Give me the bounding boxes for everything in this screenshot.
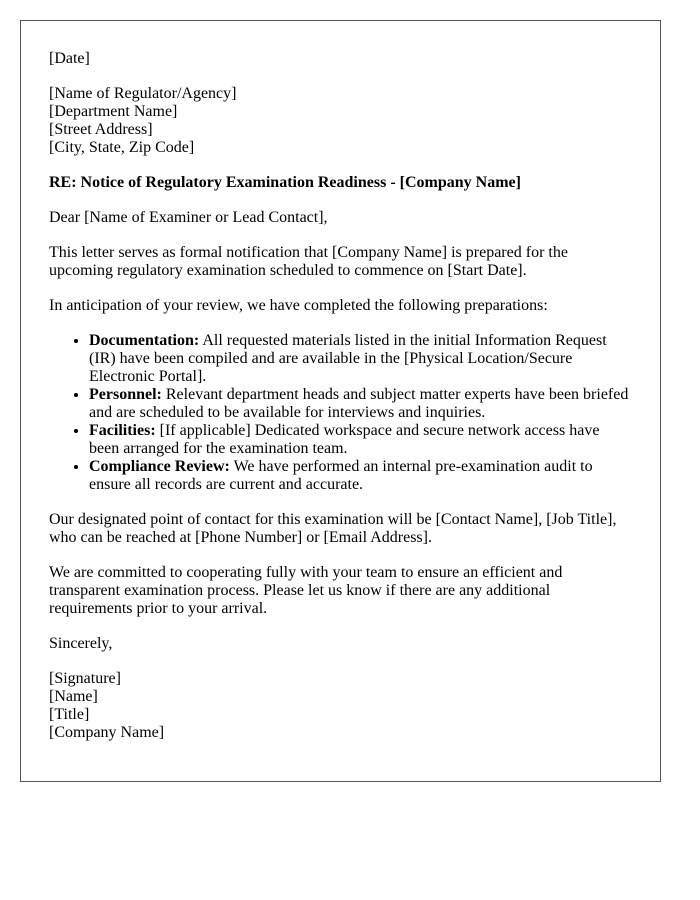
- date: [Date]: [49, 50, 90, 67]
- paragraph-3: Our designated point of contact for this examination will be [Contact Name], [Job Title], who can be reached at [Phone Number] or [Email Address].: [49, 511, 617, 546]
- list-item: [89, 332, 630, 386]
- recipient-department: [Department Name]: [49, 103, 178, 120]
- item-text: We have performed an internal pre-examination audit to ensure all records are current and accurate.: [89, 458, 593, 493]
- signer-company: [Company Name]: [49, 724, 165, 741]
- paragraph-4: We are committed to cooperating fully with your team to ensure an efficient and transparent examination process. Please let us know if there are any additional requirements prior to your arrival.: [49, 564, 563, 617]
- recipient-street: [Street Address]: [49, 121, 153, 138]
- item-text: Relevant department heads and subject matter experts have been briefed and are scheduled to be available for interviews and inquiries.: [89, 386, 629, 421]
- recipient-city: [City, State, Zip Code]: [49, 139, 195, 156]
- signature-block: [49, 670, 630, 742]
- subject-text: RE: Notice of Regulatory Examination Readiness - [Company Name]: [49, 174, 521, 191]
- list-item: [89, 458, 630, 494]
- signer-name: [Name]: [49, 688, 98, 705]
- item-label: Documentation:: [89, 332, 200, 349]
- item-text: All requested materials listed in the initial Information Request (IR) have been compiled and are available in the [Physical Location/Secure Electronic Portal].: [89, 332, 607, 385]
- closing: Sincerely,: [49, 635, 113, 652]
- item-label: Personnel:: [89, 386, 162, 403]
- signature: [Signature]: [49, 670, 121, 687]
- salutation: Dear [Name of Examiner or Lead Contact],: [49, 209, 328, 226]
- item-text: [If applicable] Dedicated workspace and secure network access have been arranged for the examination team.: [89, 422, 600, 457]
- list-item: [89, 422, 630, 458]
- preparations-list: [49, 332, 630, 494]
- signer-title: [Title]: [49, 706, 90, 723]
- list-item: [89, 386, 630, 422]
- paragraph-1: This letter serves as formal notification that [Company Name] is prepared for the upcoming regulatory examination scheduled to commence on [Start Date].: [49, 244, 568, 279]
- recipient-name: [Name of Regulator/Agency]: [49, 85, 237, 102]
- item-label: Facilities:: [89, 422, 156, 439]
- subject-line: [49, 174, 630, 192]
- letter-document: [20, 20, 661, 782]
- item-label: Compliance Review:: [89, 458, 230, 475]
- paragraph-2: In anticipation of your review, we have completed the following preparations:: [49, 297, 548, 314]
- recipient-address: [49, 85, 630, 157]
